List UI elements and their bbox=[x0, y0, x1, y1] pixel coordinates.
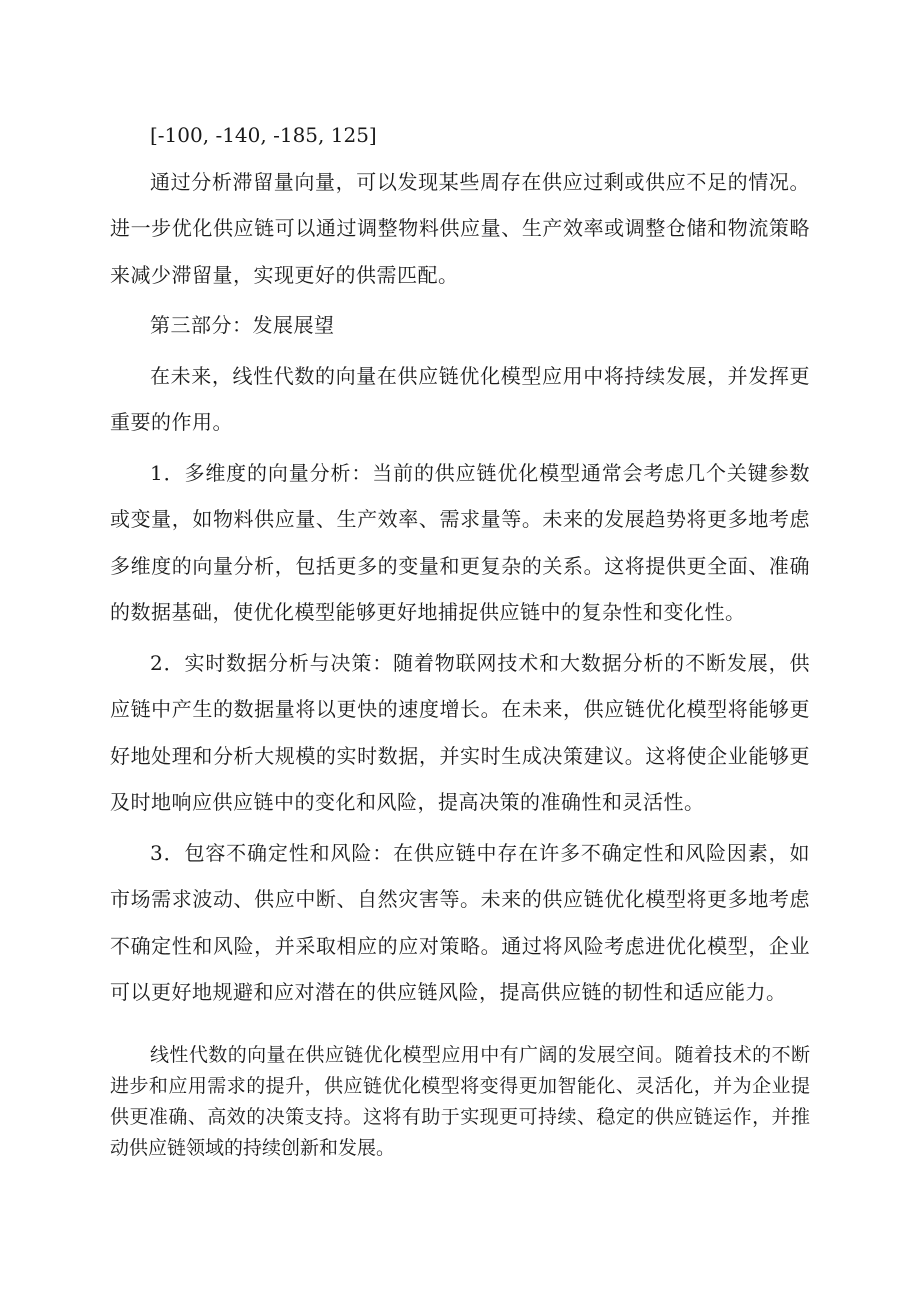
paragraph-point-2: 2．实时数据分析与决策：随着物联网技术和大数据分析的不断发展，供应链中产生的数据量将以更快的速度增长。在未来，供应链优化模型将能够更好地处理和分析大规模的实时数据，并实时生成决策建议。这将使企业能够更及时地响应供应链中的变化和风险，提高决策的准确性和灵活性。 bbox=[110, 650, 810, 814]
paragraph-closing: 线性代数的向量在供应链优化模型应用中有广阔的发展空间。随着技术的不断进步和应用需求的提升，供应链优化模型将变得更加智能化、灵活化，并为企业提供更准确、高效的决策支持。这将有助于实现更可持续、稳定的供应链运作，并推动供应链领域的持续创新和发展。 bbox=[110, 1043, 810, 1159]
vector-values: [-100, -140, -185, 125] bbox=[150, 123, 377, 147]
paragraph-point-1: 1．多维度的向量分析：当前的供应链优化模型通常会考虑几个关键参数或变量，如物料供应量、生产效率、需求量等。未来的发展趋势将更多地考虑多维度的向量分析，包括更多的变量和更复杂的关系。这将提供更全面、准确的数据基础，使优化模型能够更好地捕捉供应链中的复杂性和变化性。 bbox=[110, 460, 810, 624]
paragraph-point-3: 3．包容不确定性和风险：在供应链中存在许多不确定性和风险因素，如市场需求波动、供应中断、自然灾害等。未来的供应链优化模型将更多地考虑不确定性和风险，并采取相应的应对策略。通过将风险考虑进优化模型，企业可以更好地规避和应对潜在的供应链风险，提高供应链的韧性和适应能力。 bbox=[110, 840, 810, 1004]
paragraph-outlook-intro: 在未来，线性代数的向量在供应链优化模型应用中将持续发展，并发挥更重要的作用。 bbox=[110, 363, 810, 434]
section-heading: 第三部分：发展展望 bbox=[150, 313, 335, 337]
document-body bbox=[110, 112, 810, 1164]
paragraph-analysis: 通过分析滞留量向量，可以发现某些周存在供应过剩或供应不足的情况。进一步优化供应链可以通过调整物料供应量、生产效率或调整仓储和物流策略来减少滞留量，实现更好的供需匹配。 bbox=[110, 169, 810, 287]
